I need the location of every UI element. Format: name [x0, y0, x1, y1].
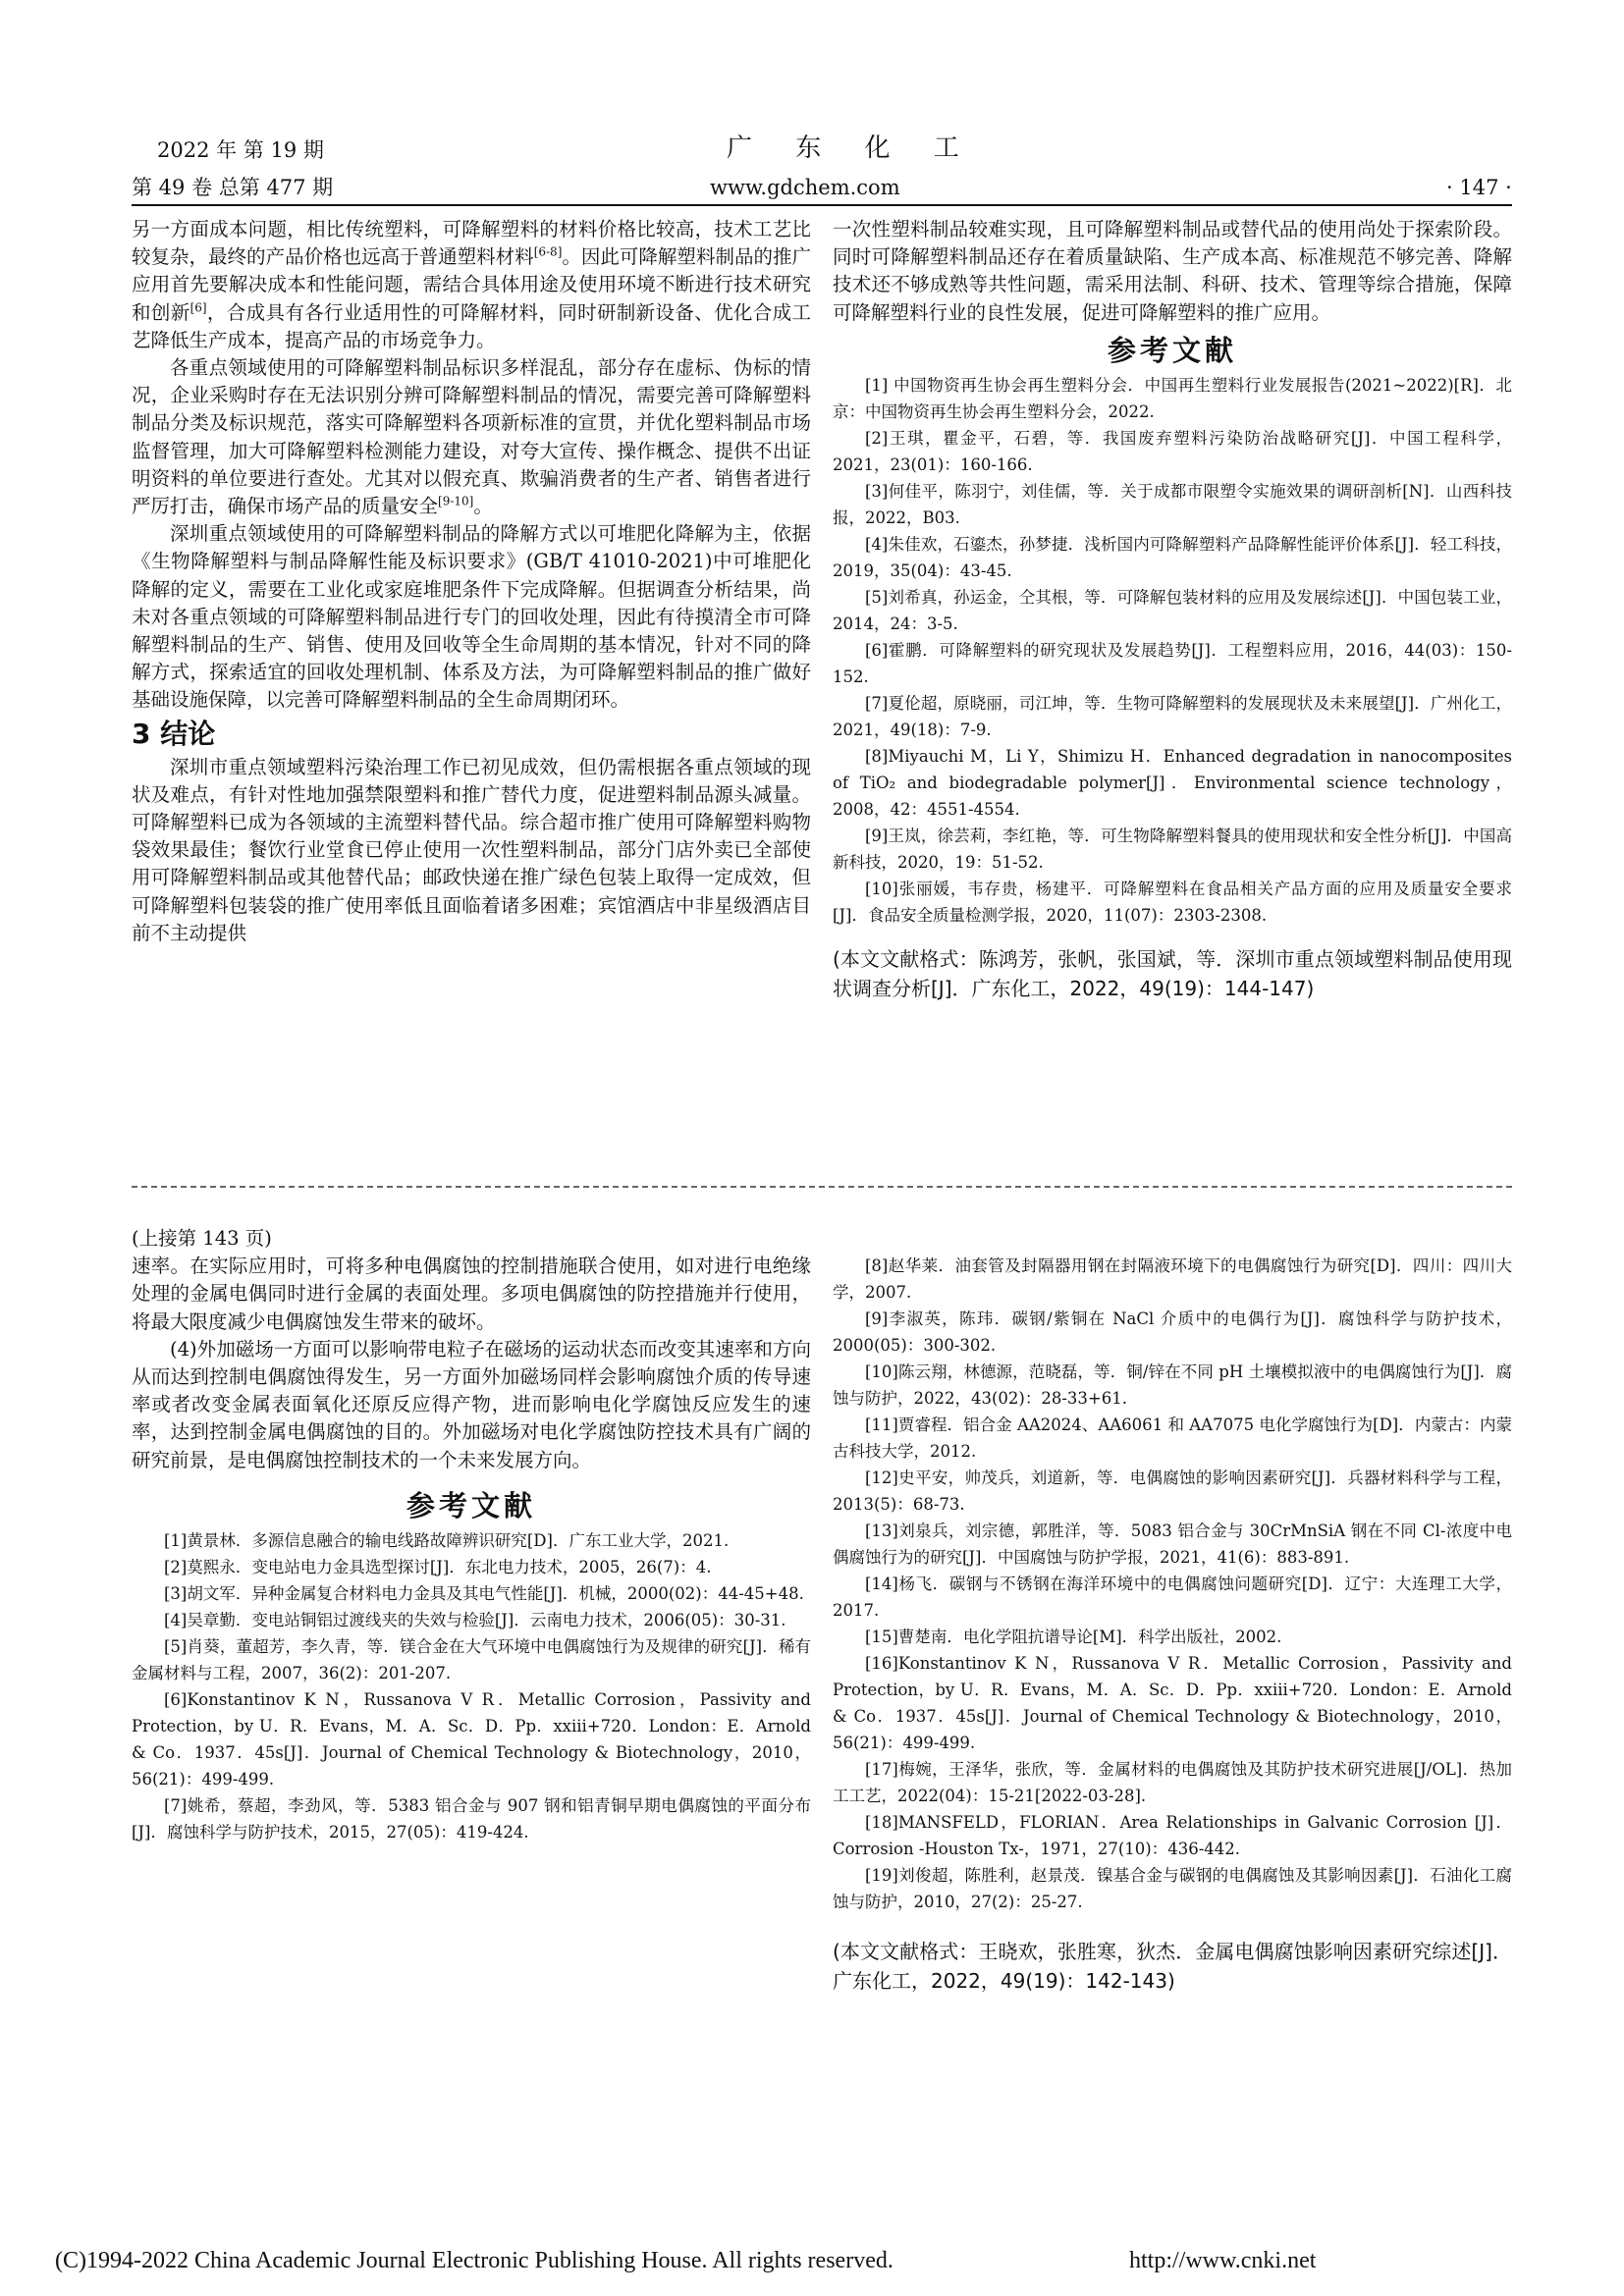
reference-item: [5]肖葵，董超芳，李久青，等．镁合金在大气环境中电偶腐蚀行为及规律的研究[J]．稀有金属材料与工程，2007，36(2)：201-207. — [132, 1637, 811, 1683]
paragraph-cost: 另一方面成本问题，相比传统塑料，可降解塑料的材料价格比较高，技术工艺比较复杂，最终的产品价格也远高于普通塑料材料[6-8]。因此可降解塑料制品的推广应用首先要解决成本和性能问题，需结合具体用途及使用环境不断进行技术研究和创新[6]，合成具有各行业适用性的可降解材料，同时研制新设备、优化合成工艺降低生产成本，提高产品的市场竞争力。 — [132, 218, 811, 351]
reference-item: [13]刘泉兵，刘宗德，郭胜洋，等．5083 铝合金与 30CrMnSiA 钢在不同 Cl-浓度中电偶腐蚀行为的研究[J]．中国腐蚀与防护学报，2021，41(6)：883-891. — [833, 1522, 1512, 1567]
reference-item: [2]王琪，瞿金平，石碧，等．我国废弃塑料污染防治战略研究[J]．中国工程科学，2021，23(01)：160-166. — [833, 429, 1512, 475]
reference-item: [10]陈云翔，林德源，范晓磊，等．铜/锌在不同 pH 土壤模拟液中的电偶腐蚀行为[J]．腐蚀与防护，2022，43(02)：28-33+61. — [833, 1362, 1512, 1408]
reference-item: [10]张丽媛，韦存贵，杨建平．可降解塑料在食品相关产品方面的应用及质量安全要求[J]．食品安全质量检测学报，2020，11(07)：2303-2308. — [833, 880, 1512, 926]
article1-right-column — [833, 216, 1512, 1003]
header-rule — [132, 204, 1512, 206]
paragraph-magnetic-field: (4)外加磁场一方面可以影响带电粒子在磁场的运动状态而改变其速率和方向从而达到控制电偶腐蚀得发生，另一方面外加磁场同样会影响腐蚀介质的传导速率或者改变金属表面氧化还原反应得产物，进而影响电化学腐蚀反应发生的速率，达到控制金属电偶腐蚀的目的。外加磁场对电化学腐蚀防控技术具有广阔的研究前景，是电偶腐蚀控制技术的一个未来发展方向。 — [132, 1337, 811, 1471]
article2-left-column — [132, 1225, 811, 1845]
reference-item: [14]杨飞．碳钢与不锈钢在海洋环境中的电偶腐蚀问题研究[D]．辽宁：大连理工大学，2017. — [833, 1575, 1512, 1620]
reference-item: [9]王岚，徐芸莉，李红艳，等．可生物降解塑料餐具的使用现状和安全性分析[J]．中国高新科技，2020，19：51-52. — [833, 827, 1512, 873]
paragraph-labeling: 各重点领域使用的可降解塑料制品标识多样混乱，部分存在虚标、伪标的情况，企业采购时存在无法识别分辨可降解塑料制品的情况，需要完善可降解塑料制品分类及标识规范，落实可降解塑料各项新标准的宣贯，并优化塑料制品市场监督管理，加大可降解塑料检测能力建设，对夸大宣传、操作概念、提供不出证明资料的单位要进行查处。尤其对以假充真、欺骗消费者的生产者、销售者进行严厉打击，确保市场产品的质量安全[9-10]。 — [132, 356, 811, 518]
reference-item: [4]朱佳欢，石鎏杰，孙梦捷．浅析国内可降解塑料产品降解性能评价体系[J]．轻工科技，2019，35(04)：43-45. — [833, 535, 1512, 581]
reference-item: [12]史平安，帅茂兵，刘道新，等．电偶腐蚀的影响因素研究[J]．兵器材料科学与工程，2013(5)：68-73. — [833, 1468, 1512, 1514]
cnki-link[interactable]: http://www.cnki.net — [1129, 2248, 1317, 2273]
journal-volume: 第 49 卷 总第 477 期 — [132, 176, 334, 199]
journal-website[interactable]: www.gdchem.com — [710, 176, 900, 199]
article1-citation: (本文文献格式：陈鸿芳，张帆，张国斌，等．深圳市重点领域塑料制品使用现状调查分析[J]．广东化工，2022，49(19)：144-147) — [833, 947, 1512, 1001]
references-heading: 参考文献 — [406, 1488, 536, 1522]
journal-issue: 2022 年 第 19 期 — [157, 138, 324, 162]
references-list-right — [833, 1253, 1512, 1915]
section-title-conclusion: 3 结论 — [132, 717, 216, 750]
article-separator — [132, 1186, 1512, 1188]
reference-item: [6]霍鹏．可降解塑料的研究现状及发展趋势[J]．工程塑料应用，2016，44(03)：150-152. — [833, 641, 1512, 687]
reference-item: [19]刘俊超，陈胜利，赵景茂．镍基合金与碳钢的电偶腐蚀及其影响因素[J]．石油化工腐蚀与防护，2010，27(2)：25-27. — [833, 1866, 1512, 1911]
reference-item: [9]李淑英，陈玮．碳钢/紫铜在 NaCl 介质中的电偶行为[J]．腐蚀科学与防护技术，2000(05)：300-302. — [833, 1309, 1512, 1355]
copyright-notice: (C)1994-2022 China Academic Journal Electronic Publishing House. All rights reserved. — [55, 2248, 893, 2273]
continued-from-note: (上接第 143 页) — [132, 1227, 272, 1250]
reference-item: [4]吴章勤．变电站铜铝过渡线夹的失效与检验[J]．云南电力技术，2006(05)：30-31. — [164, 1611, 786, 1630]
reference-item: [7]姚希，蔡超，李劲风，等．5383 铝合金与 907 钢和铝青铜早期电偶腐蚀的平面分布[J]．腐蚀科学与防护技术，2015，27(05)：419-424. — [132, 1796, 811, 1842]
reference-item: [17]梅婉，王泽华，张欣，等．金属材料的电偶腐蚀及其防护技术研究进展[J/OL]．热加工工艺，2022(04)：15-21[2022-03-28]. — [833, 1760, 1512, 1805]
reference-item: [3]胡文军．异种金属复合材料电力金具及其电气性能[J]．机械，2000(02)：44-45+48. — [164, 1584, 804, 1604]
reference-item: [6]Konstantinov K N，Russanova V R．Metallic Corrosion，Passivity and Protection，by U．R．Evans，M．A．Sc．D．Pp．xxiii+720．London：E．Arnold & Co．1937．45s[J]．Journal of Chemical Technology & Biotechnology，2010，56(21)：499-499. — [132, 1690, 811, 1789]
paragraph-combined-measures: 速率。在实际应用时，可将多种电偶腐蚀的控制措施联合使用，如对进行电绝缘处理的金属电偶同时进行金属的表面处理。多项电偶腐蚀的防控措施并行使用，将最大限度减少电偶腐蚀发生带来的破坏。 — [132, 1255, 811, 1333]
paragraph-conclusion-cont: 一次性塑料制品较难实现，且可降解塑料制品或替代品的使用尚处于探索阶段。同时可降解塑料制品还存在着质量缺陷、生产成本高、标准规范不够完善、降解技术还不够成熟等共性问题，需采用法制、科研、技术、管理等综合措施，保障可降解塑料行业的良性发展，促进可降解塑料的推广应用。 — [833, 218, 1512, 324]
reference-item: [11]贾睿程．铝合金 AA2024、AA6061 和 AA7075 电化学腐蚀行为[D]．内蒙古：内蒙古科技大学，2012. — [833, 1415, 1512, 1461]
paragraph-degradation: 深圳重点领域使用的可降解塑料制品的降解方式以可堆肥化降解为主，依据《生物降解塑料与制品降解性能及标识要求》(GB/T 41010-2021)中可堆肥化降解的定义，需要在工业化或家庭堆肥条件下完成降解。但据调查分析结果，尚未对各重点领域的可降解塑料制品进行专门的回收处理，因此有待摸清全市可降解塑料制品的生产、销售、使用及回收等全生命周期的基本情况，针对不同的降解方式，探索适宜的回收处理机制、体系及方法，为可降解塑料制品的推广做好基础设施保障，以完善可降解塑料制品的全生命周期闭环。 — [132, 522, 811, 712]
references-list-left — [132, 1527, 811, 1845]
reference-item: [3]何佳平，陈羽宁，刘佳儒，等．关于成都市限塑令实施效果的调研剖析[N]．山西科技报，2022，B03. — [833, 482, 1512, 528]
paragraph-conclusion: 深圳市重点领域塑料污染治理工作已初见成效，但仍需根据各重点领域的现状及难点，有针对性地加强禁限塑料和推广替代力度，促进塑料制品源头减量。可降解塑料已成为各领域的主流塑料替代品。综合超市推广使用可降解塑料购物袋效果最佳；餐饮行业堂食已停止使用一次性塑料制品，部分门店外卖已全部使用可降解塑料制品或其他替代品；邮政快递在推广绿色包装上取得一定成效，但可降解塑料包装袋的推广使用率低且面临着诸多困难；宾馆酒店中非星级酒店目前不主动提供 — [132, 755, 811, 944]
page-number: · 147 · — [1446, 176, 1512, 199]
reference-item: [1] 中国物资再生协会再生塑料分会．中国再生塑料行业发展报告(2021~2022)[R]．北京：中国物资再生协会再生塑料分会，2022. — [833, 376, 1512, 422]
reference-item: [18]MANSFELD，FLORIAN．Area Relationships in Galvanic Corrosion [J]．Corrosion -Houston Tx-，1971，27(10)：436-442. — [833, 1813, 1512, 1858]
references-list — [833, 372, 1512, 929]
article2-citation: (本文文献格式：王晓欢，张胜寒，狄杰．金属电偶腐蚀影响因素研究综述[J]．广东化工，2022，49(19)：142-143) — [833, 1940, 1512, 1993]
article1-left-column — [132, 216, 811, 947]
reference-item: [2]莫熙永．变电站电力金具选型探讨[J]．东北电力技术，2005，26(7)：4. — [164, 1558, 712, 1577]
reference-item: [16]Konstantinov K N，Russanova V R．Metallic Corrosion，Passivity and Protection，by U．R．Evans，M．A．Sc．D．Pp．xxiii+720．London：E．Arnold & Co．1937．45s[J]．Journal of Chemical Technology & Biotechnology，2010，56(21)：499-499. — [833, 1654, 1512, 1752]
reference-item: [1]黄景林．多源信息融合的输电线路故障辨识研究[D]．广东工业大学，2021. — [164, 1531, 730, 1551]
journal-name: 广 东 化 工 — [727, 133, 977, 163]
reference-item: [7]夏伦超，原晓丽，司江坤，等．生物可降解塑料的发展现状及未来展望[J]．广州化工，2021，49(18)：7-9. — [833, 694, 1512, 740]
reference-item: [8]赵华莱．油套管及封隔器用钢在封隔液环境下的电偶腐蚀行为研究[D]．四川：四川大学，2007. — [833, 1256, 1512, 1302]
reference-item: [5]刘希真，孙运金，仝其根，等．可降解包装材料的应用及发展综述[J]．中国包装工业，2014，24：3-5. — [833, 588, 1512, 634]
reference-item: [15]曹楚南．电化学阻抗谱导论[M]．科学出版社，2002. — [865, 1628, 1282, 1646]
reference-item: [8]Miyauchi M，Li Y，Shimizu H．Enhanced degradation in nanocomposites of TiO₂ and biodegradable polymer[J]．Environmental science technology，2008，42：4551-4554. — [833, 747, 1512, 820]
references-heading: 参考文献 — [1107, 333, 1237, 367]
article2-right-column — [833, 1253, 1512, 1996]
